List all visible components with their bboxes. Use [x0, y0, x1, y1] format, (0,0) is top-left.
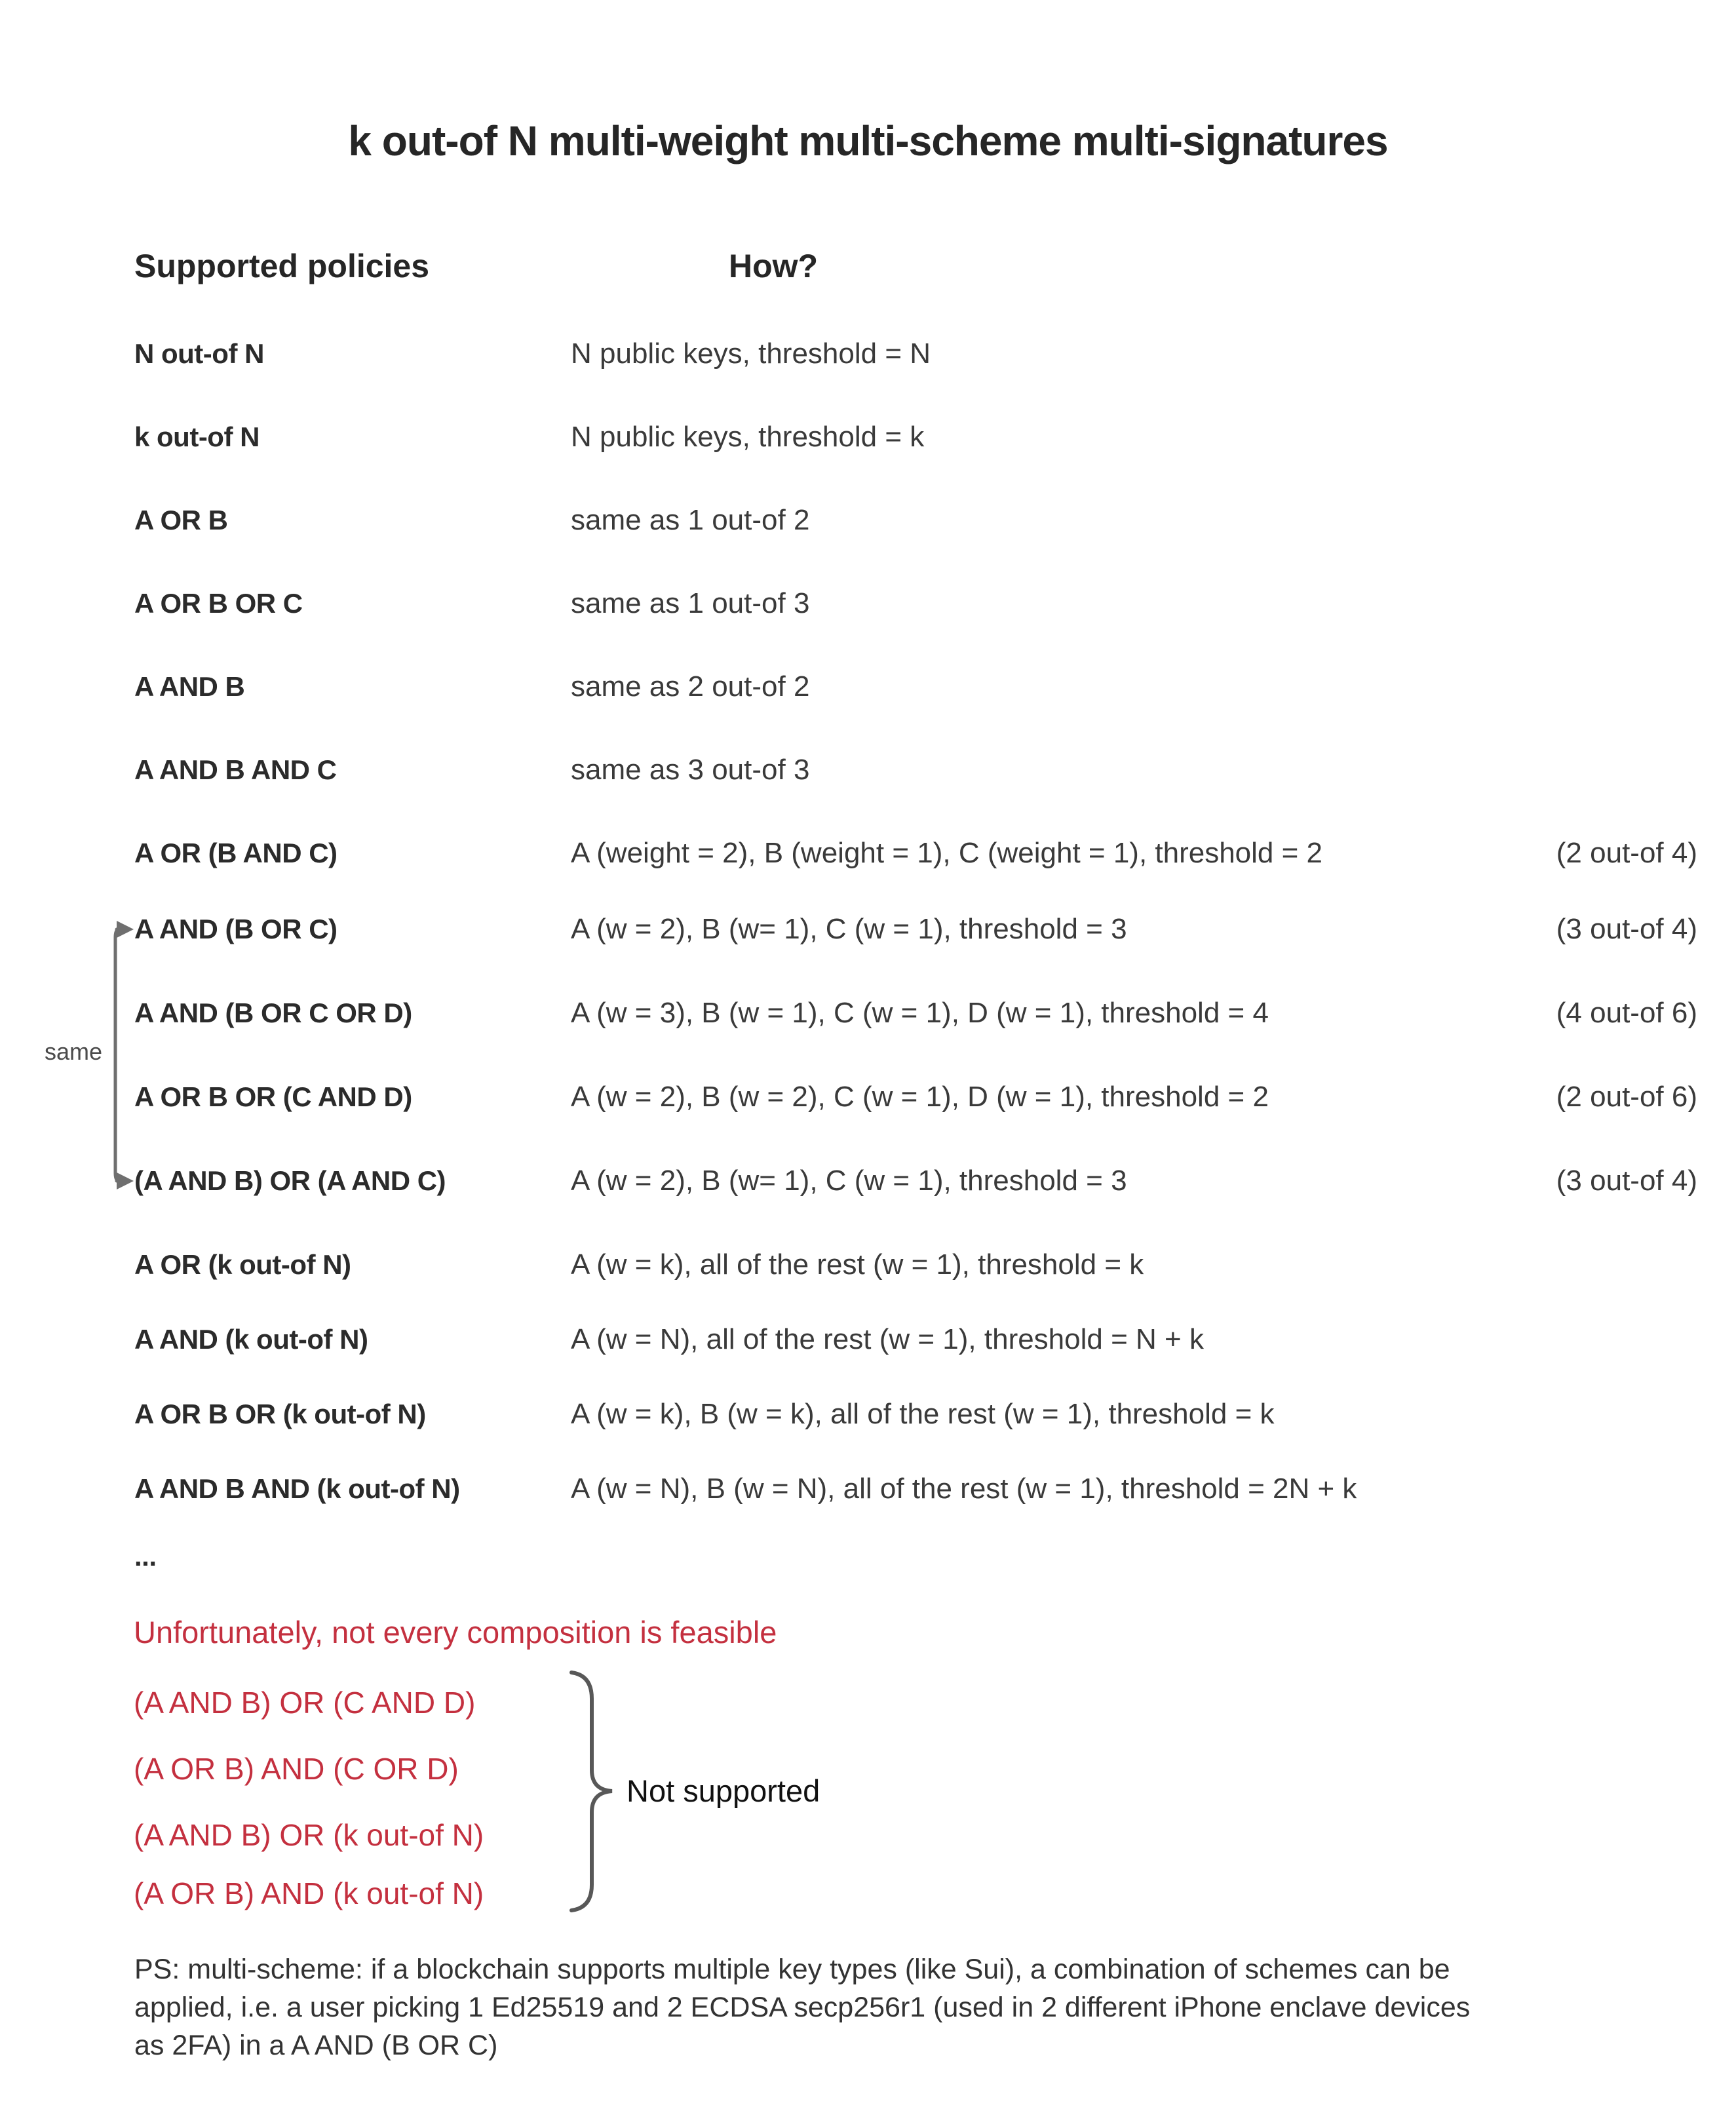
policy-label: k out-of N	[134, 421, 260, 452]
ps-line: PS: multi-scheme: if a blockchain supports multiple key types (like Sui), a combination of schemes can be	[134, 1954, 1450, 1985]
table-row-same-2	[134, 1163, 1697, 1199]
infeasible-heading: Unfortunately, not every composition is feasible	[134, 1615, 777, 1650]
policy-label: A OR B OR C	[134, 588, 303, 619]
infeasible-item: (A OR B) AND (C OR D)	[134, 1752, 459, 1786]
table-row	[134, 1396, 1697, 1433]
how-text: N public keys, threshold = k	[571, 421, 925, 453]
infeasible-item: (A OR B) AND (k out-of N)	[134, 1876, 484, 1910]
policy-label: A AND B AND (k out-of N)	[134, 1473, 460, 1504]
policy-label: A OR (B AND C)	[134, 838, 338, 868]
how-text: A (w = N), all of the rest (w = 1), threshold = N + k	[571, 1323, 1204, 1355]
table-row	[134, 835, 1697, 872]
same-annotation-label: same	[44, 1038, 103, 1065]
table-row	[134, 1321, 1697, 1358]
table-row-same-1	[134, 911, 1697, 948]
policy-label: A AND (k out-of N)	[134, 1324, 368, 1355]
same-bracket-arrow-icon	[115, 929, 123, 1181]
how-text: A (w = 2), B (w= 1), C (w = 1), threshold = 3	[571, 1165, 1127, 1197]
out-of-note: (2 out-of 4)	[1556, 837, 1697, 869]
table-row	[134, 1247, 1697, 1283]
infeasible-item: (A AND B) OR (k out-of N)	[134, 1818, 484, 1852]
column-header-supported-policies: Supported policies	[134, 248, 430, 284]
table-row-ellipsis	[134, 1538, 1697, 1575]
policy-label: A OR (k out-of N)	[134, 1249, 351, 1280]
curly-brace-icon	[571, 1672, 612, 1910]
table-row	[134, 752, 1697, 788]
how-text: A (w = k), all of the rest (w = 1), threshold = k	[571, 1248, 1144, 1281]
policy-label: A OR B OR (k out-of N)	[134, 1399, 426, 1429]
how-text: N public keys, threshold = N	[571, 338, 931, 370]
how-text: A (w = k), B (w = k), all of the rest (w = 1), threshold = k	[571, 1398, 1275, 1430]
arrow-right-icon	[117, 921, 134, 938]
how-text: same as 2 out-of 2	[571, 670, 810, 703]
table-row	[134, 336, 1697, 372]
table-row	[134, 502, 1697, 539]
arrow-right-icon	[117, 1172, 134, 1189]
policy-label: A AND B AND C	[134, 754, 337, 785]
how-text: same as 3 out-of 3	[571, 754, 810, 786]
table-row	[134, 995, 1697, 1032]
out-of-note: (4 out-of 6)	[1556, 997, 1697, 1029]
policy-label: A AND (B OR C OR D)	[134, 997, 412, 1028]
column-header-how: How?	[729, 248, 819, 284]
not-supported-label: Not supported	[627, 1773, 820, 1808]
out-of-note: (3 out-of 4)	[1556, 1165, 1697, 1197]
table-row	[134, 585, 1697, 622]
out-of-note: (2 out-of 6)	[1556, 1081, 1697, 1113]
ps-line: as 2FA) in a A AND (B OR C)	[134, 2030, 498, 2061]
page-title: k out-of N multi-weight multi-scheme multi-signatures	[348, 117, 1388, 164]
how-text: same as 1 out-of 2	[571, 504, 810, 536]
out-of-note: (3 out-of 4)	[1556, 913, 1697, 945]
how-text: A (w = 2), B (w= 1), C (w = 1), threshold = 3	[571, 913, 1127, 945]
infeasible-item: (A AND B) OR (C AND D)	[134, 1686, 476, 1720]
table-row	[134, 1079, 1697, 1115]
how-text: A (w = 2), B (w = 2), C (w = 1), D (w = 1), threshold = 2	[571, 1081, 1269, 1113]
how-text: A (w = 3), B (w = 1), C (w = 1), D (w = 1), threshold = 4	[571, 997, 1269, 1029]
policy-label: A OR B	[134, 505, 228, 535]
policy-label: A AND B	[134, 671, 245, 702]
how-text: A (w = N), B (w = N), all of the rest (w = 1), threshold = 2N + k	[571, 1473, 1357, 1505]
table-row	[134, 668, 1697, 705]
ellipsis-label: ...	[134, 1541, 157, 1572]
policy-label: A OR B OR (C AND D)	[134, 1081, 412, 1112]
policy-label: (A AND B) OR (A AND C)	[134, 1165, 446, 1196]
how-text: same as 1 out-of 3	[571, 587, 810, 619]
table-row	[134, 1471, 1697, 1507]
policy-label: A AND (B OR C)	[134, 914, 338, 944]
policy-label: N out-of N	[134, 338, 264, 369]
table-row	[134, 419, 1697, 455]
ps-footnote	[134, 1950, 1668, 2064]
ps-line: applied, i.e. a user picking 1 Ed25519 and 2 ECDSA secp256r1 (used in 2 different iPhone enclave devices	[134, 1992, 1471, 2023]
how-text: A (weight = 2), B (weight = 1), C (weight = 1), threshold = 2	[571, 837, 1323, 869]
